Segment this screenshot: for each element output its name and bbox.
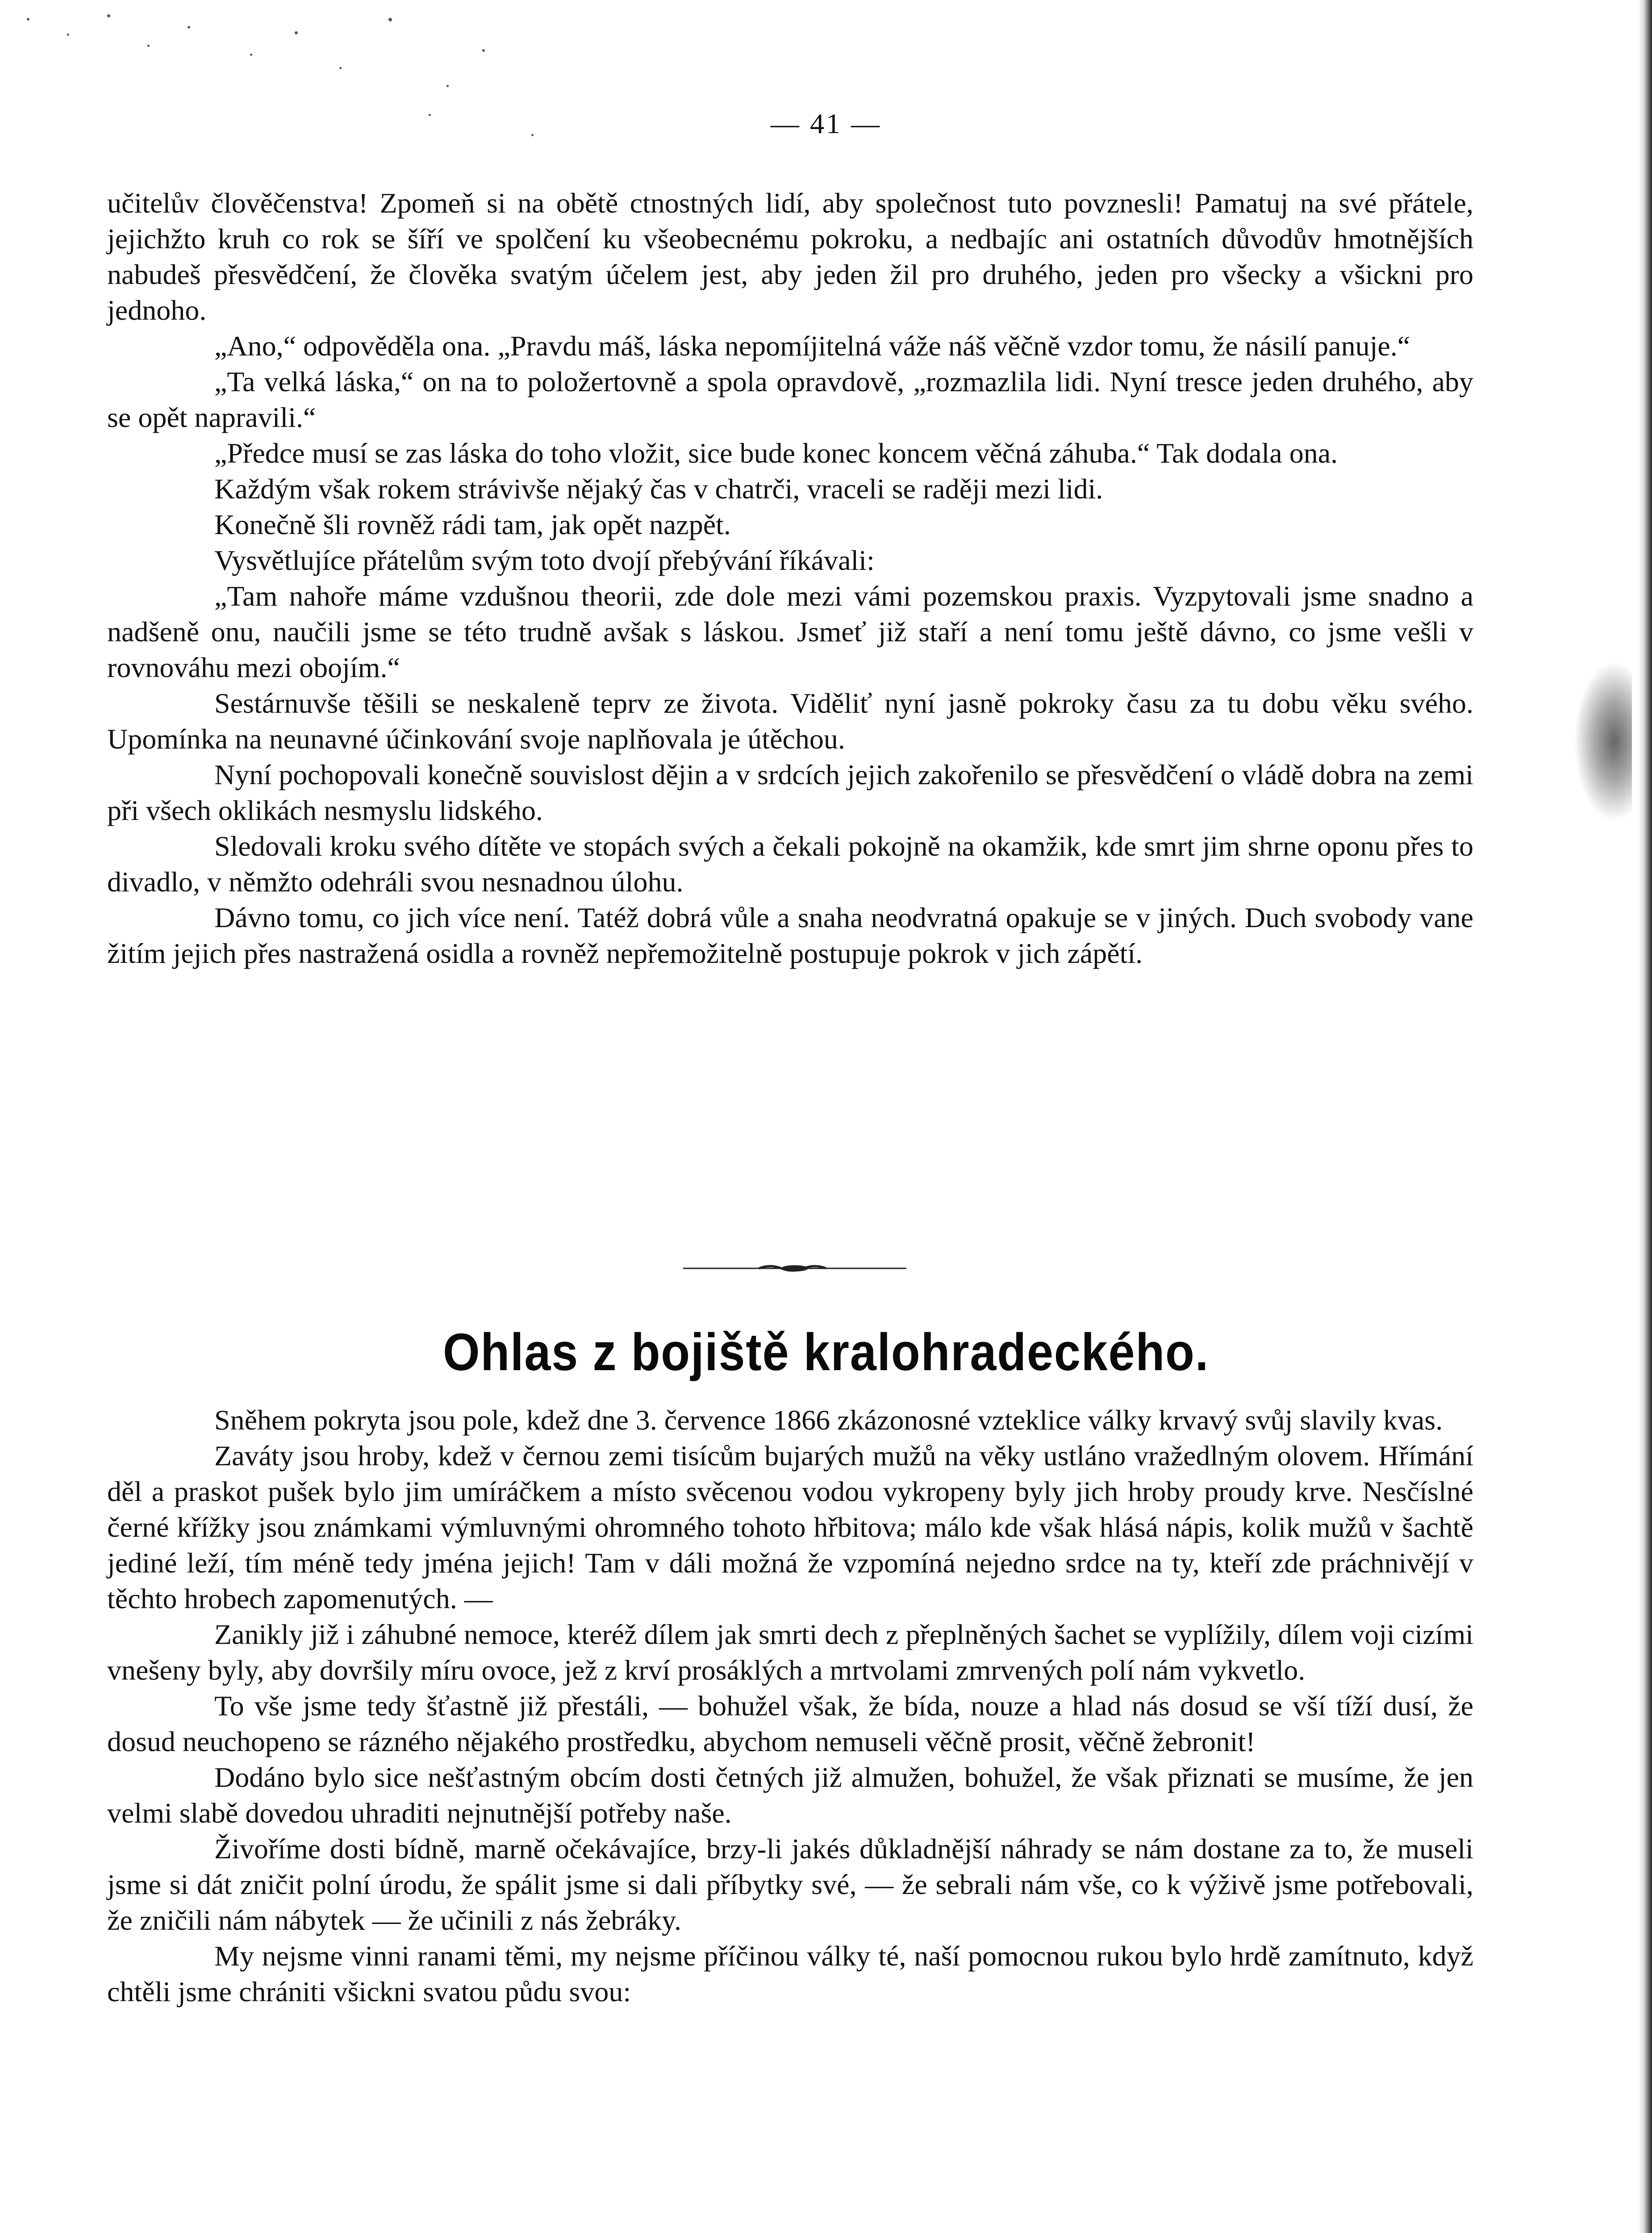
paragraph: Dávno tomu, co jich více není. Tatéž dobrá vůle a snaha neodvratná opakuje se v jiných. Duch svobody vane žitím jejich přes nastražená osidla a rovněž nepřemožitelně postupuje pokrok v jich zápětí. — [107, 902, 1473, 969]
page-edge-shadow — [1639, 0, 1652, 2233]
paragraph: Zanikly již i záhubné nemoce, kteréž dílem jak smrti dech z přeplněných šachet se vyplížily, dílem voji cizími vnešeny byly, aby dovršily míru ovoce, jež z krví prosáklých a mrtvolami zmrvených polí nám vykvetlo. — [107, 1618, 1473, 1686]
section-divider-ornament — [683, 1264, 906, 1273]
paragraph: Nyní pochopovali konečně souvislost dějin a v srdcích jejich zakořenilo se přesvědčení o vládě dobra na zemi při všech oklikách nesmyslu lidského. — [107, 759, 1473, 826]
ink-smudge — [1574, 661, 1632, 822]
paragraph: To vše jsme tedy šťastně již přestáli, — bohužel však, že bída, nouze a hlad nás dosud se vší tíží dusí, že dosud neuchopeno se rázného nějakého prostředku, abychom nemuseli věčně prosit, věčně žebronit! — [107, 1690, 1473, 1757]
dust-speck — [482, 49, 485, 52]
section-title: Ohlas z bojiště kralohradeckého. — [442, 1323, 1210, 1382]
paragraph: Konečně šli rovněž rádi tam, jak opět nazpět. — [214, 509, 731, 540]
dust-speck — [388, 18, 392, 21]
paragraph: Vysvětlujíce přátelům svým toto dvojí přebývání říkávali: — [214, 544, 875, 576]
paragraph: učitelův člověčenstva! Zpomeň si na obětě ctnostných lidí, aby společnost tuto povznesli! Pamatuj na své přátele, jejichžto kruh co rok se šíří ve spolčení ku všeobecnému pokroku, a nedbajíc ani ostatních důvodův hmotnějších nabudeš přesvědčení, že člověka svatým účelem jest, aby jeden žil pro druhého, jeden pro všecky a všickni pro jednoho. — [107, 187, 1473, 326]
paragraph: Sledovali kroku svého dítěte ve stopách svých a čekali pokojně na okamžik, kde smrt jim shrne oponu přes to divadlo, v němžto odehráli svou nesnadnou úlohu. — [107, 830, 1473, 898]
paragraph: Sestárnuvše těšili se neskaleně teprv ze života. Viděliť nyní jasně pokroky času za tu dobu věku svého. Upomínka na neunavné účinkování svoje naplňovala je útěchou. — [107, 687, 1473, 755]
dust-speck — [107, 14, 110, 17]
paragraph: „Ta velká láska,“ on na to položertovně a spola opravdově, „rozmazlila lidi. Nyní tresce jeden druhého, aby se opět napravili.“ — [107, 366, 1473, 433]
dust-speck — [188, 26, 190, 29]
dust-speck — [250, 54, 252, 56]
paragraph: Dodáno bylo sice nešťastným obcím dosti četných již almužen, bohužel, že však přiznati se musíme, že jen velmi slabě dovedou uhraditi nejnutnější potřeby naše. — [107, 1761, 1473, 1829]
article-body — [107, 1402, 1473, 2010]
paragraph: Živoříme dosti bídně, marně očekávajíce, brzy-li jakés důkladnější náhrady se nám dostane za to, že museli jsme si dát zničit polní úrodu, že spálit jsme si dali příbytky své, — že sebrali nám vše, co k výživě jsme potřebovali, že zničili nám nábytek — že učinili z nás žebráky. — [107, 1833, 1473, 1936]
dust-speck — [67, 33, 69, 36]
dust-speck — [295, 31, 298, 34]
paragraph: My nejsme vinni ranami těmi, my nejsme příčinou války té, naší pomocnou rukou bylo hrdě zamítnuto, když chtěli jsme chrániti všickni svatou půdu svou: — [107, 1940, 1473, 2007]
dust-speck — [147, 45, 150, 47]
paragraph: „Předce musí se zas láska do toho vložit, sice bude konec koncem věčná záhuba.“ Tak dodala ona. — [214, 437, 1338, 469]
dust-speck — [446, 85, 449, 87]
page-number: — 41 — — [771, 108, 881, 139]
paragraph: Zaváty jsou hroby, kdež v černou zemi tisícům bujarých mužů na věky ustláno vražedlným olovem. Hřímání děl a praskot pušek bylo jim umíráčkem a místo svěcenou vodou vykropeny byly jich hroby proudy krve. Nesčíslné černé křížky jsou známkami výmluvnými ohromného tohoto hřbitova; málo kde však hlásá nápis, kolik mužů v šachtě jediné leží, tím méně tedy jména jejich! Tam v dáli možná že vzpomíná nejedno srdce na ty, kteří zde práchnivějí v těchto hrobech zapomenutých. — — [107, 1440, 1473, 1614]
story-continuation — [107, 185, 1473, 971]
dust-speck — [27, 18, 29, 21]
paragraph: „Tam nahoře máme vzdušnou theorii, zde dole mezi vámi pozemskou praxis. Vyzpytovali jsme snadno a nadšeně onu, naučili jsme se této trudně avšak s láskou. Jsmeť již staří a není tomu ještě dávno, co jsme vešli v rovnováhu mezi obojím.“ — [107, 580, 1473, 683]
paragraph: „Ano,“ odpověděla ona. „Pravdu máš, láska nepomíjitelná váže náš věčně vzdor tomu, že násilí panuje.“ — [214, 330, 1410, 362]
paragraph: Sněhem pokryta jsou pole, kdež dne 3. července 1866 zkázonosné vzteklice války krvavý svůj slavily kvas. — [214, 1404, 1443, 1436]
dust-speck — [339, 67, 342, 69]
paragraph: Každým však rokem strávivše nějaký čas v chatrči, vraceli se raději mezi lidi. — [214, 473, 1103, 505]
